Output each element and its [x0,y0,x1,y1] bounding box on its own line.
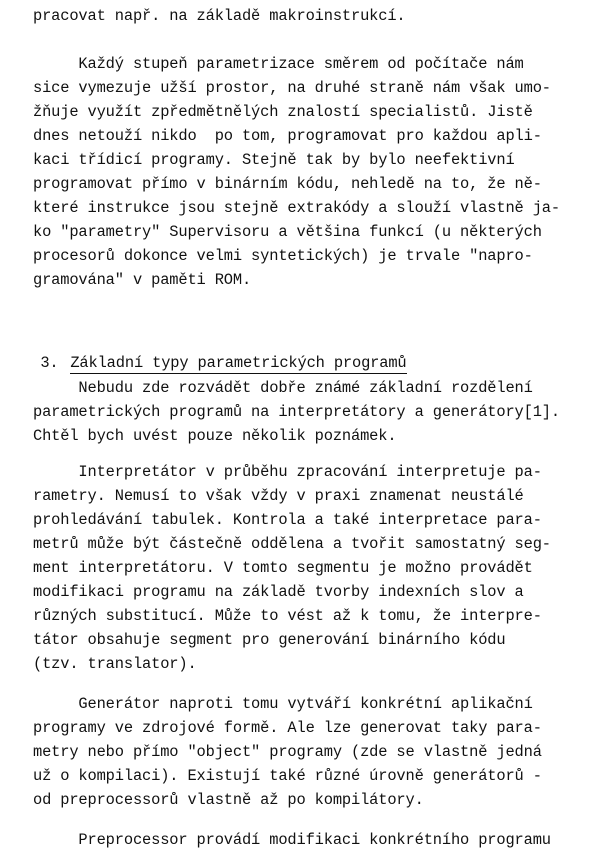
text-line: žňuje využít zpředmětnělých znalostí specialistů. Jistě [33,103,533,121]
text-line: Interpretátor v průběhu zpracování interpretuje pa- [33,463,542,481]
text-line: dnes netouží nikdo po tom, programovat pro každou apli- [33,127,542,145]
text-line: tátor obsahuje segment pro generování binárního kódu [33,631,506,649]
text-line: (tzv. translator). [33,655,197,673]
text-line: rametry. Nemusí to však vždy v praxi znamenat neustálé [33,487,524,505]
text-line: kaci třídicí programy. Stejně tak by bylo neefektivní [33,151,515,169]
text-line: Preprocessor provádí modifikaci konkrétního programu [33,831,551,849]
paragraph-6 [33,828,593,852]
text-line: programy ve zdrojové formě. Ale lze generovat taky para- [33,719,542,737]
section-number: 3. [40,354,59,372]
text-line: od preprocessorů vlastně až po kompilátory. [33,791,424,809]
paragraph-4 [33,460,593,676]
text-line: parametrických programů na interpretátory a generátory[1]. [33,403,560,421]
text-line: sice vymezuje užší prostor, na druhé straně nám však umo- [33,79,551,97]
text-line: prohledávání tabulek. Kontrola a také interpretace para- [33,511,542,529]
text-line: metry nebo přímo "object" programy (zde se vlastně jedná [33,743,542,761]
text-line: Chtěl bych uvést pouze několik poznámek. [33,427,397,445]
paragraph-5 [33,692,593,812]
text-line: Každý stupeň parametrizace směrem od počítače nám [33,55,524,73]
text-line: procesorů dokonce velmi syntetických) je trvale "napro- [33,247,533,265]
text-line: ko "parametry" Supervisoru a většina funkcí (u některých [33,223,542,241]
text-line: ment interpretátoru. V tomto segmentu je možno provádět [33,559,533,577]
text-line: modifikaci programu na základě tvorby indexních slov a [33,583,524,601]
text-line: už o kompilaci). Existují také různé úrovně generátorů - [33,767,542,785]
text-line: metrů může být částečně oddělena a tvořit samostatný seg- [33,535,551,553]
text-line: gramována" v paměti ROM. [33,271,252,289]
text-line: programovat přímo v binárním kódu, nehledě na to, že ně- [33,175,542,193]
section-title: Základní typy parametrických programů [70,354,407,372]
text-line: které instrukce jsou stejně extrakódy a slouží vlastně ja- [33,199,560,217]
text-line: Generátor naproti tomu vytváří konkrétní aplikační [33,695,533,713]
paragraph-2 [33,52,593,292]
paragraph-3 [33,376,593,448]
text-line: různých substitucí. Může to vést až k tomu, že interpre- [33,607,542,625]
paragraph-1 [33,4,593,28]
text-line: Nebudu zde rozvádět dobře známé základní rozdělení [33,379,533,397]
text-line: pracovat např. na základě makroinstrukcí. [33,7,406,25]
section-heading [4,324,564,372]
